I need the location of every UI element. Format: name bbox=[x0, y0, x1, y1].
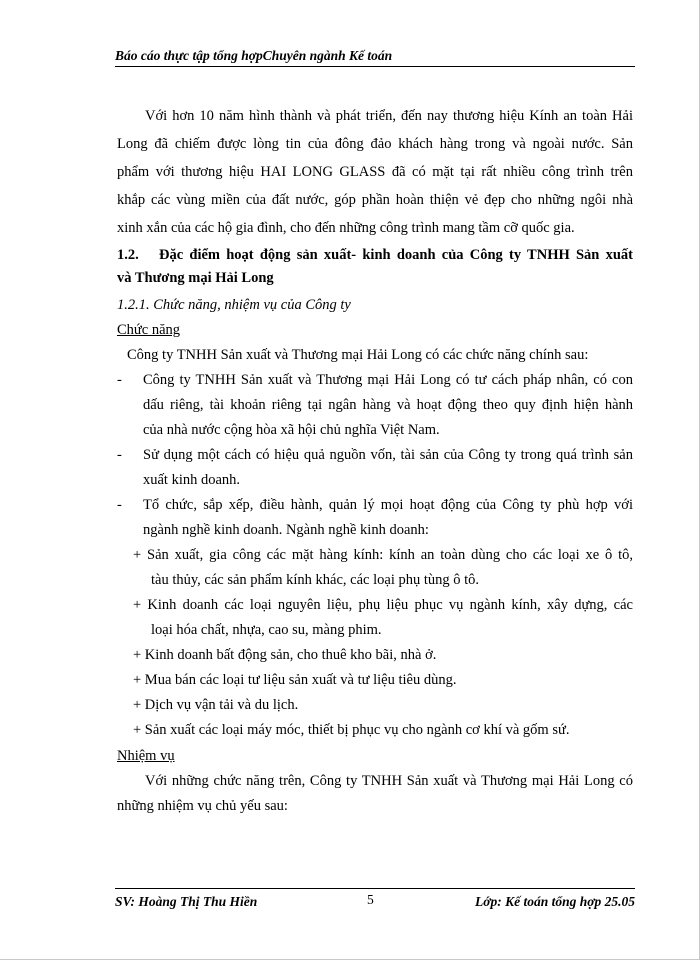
sub-item-line: + Dịch vụ vận tải và du lịch. bbox=[133, 697, 299, 713]
bullet-line: xuất kinh doanh. bbox=[143, 472, 241, 488]
section-title: Đặc điểm hoạt động sản xuất- kinh doanh của Công ty TNHH Sản xuất bbox=[159, 247, 633, 263]
intro-line: Với hơn 10 năm hình thành và phát triển, đến nay thương hiệu Kính an toàn Hải bbox=[145, 108, 633, 124]
bullet-line: Sử dụng một cách có hiệu quả nguồn vốn, tài sản của Công ty trong quá trình sản bbox=[143, 447, 633, 463]
footer-student: SV: Hoàng Thị Thu Hiền bbox=[115, 894, 258, 909]
bullet-line: Tổ chức, sắp xếp, điều hành, quản lý mọi hoạt động của Công ty phù hợp với bbox=[143, 497, 633, 513]
bullet-line: dấu riêng, tài khoản riêng tại ngân hàng và hoạt động theo quy định hiện hành bbox=[143, 397, 633, 413]
page-header bbox=[115, 46, 635, 67]
section-title-cont: và Thương mại Hải Long bbox=[117, 270, 274, 286]
footer-class: Lớp: Kế toán tổng hợp 25.05 bbox=[474, 894, 635, 909]
bullet-line: Công ty TNHH Sản xuất và Thương mại Hải Long có tư cách pháp nhân, có con bbox=[143, 372, 633, 388]
bullet-line: ngành nghề kinh doanh. Ngành nghề kinh doanh: bbox=[143, 522, 429, 538]
nhiem-vu-line: Với những chức năng trên, Công ty TNHH Sản xuất và Thương mại Hải Long có bbox=[145, 773, 633, 789]
bullet-dash: - bbox=[117, 372, 122, 388]
nhiem-vu-line: những nhiệm vụ chủ yếu sau: bbox=[117, 798, 288, 814]
section-number: 1.2. bbox=[117, 247, 139, 263]
bullet-line: của nhà nước cộng hòa xã hội chủ nghĩa Việt Nam. bbox=[143, 422, 440, 438]
nhiem-vu-heading: Nhiệm vụ bbox=[117, 748, 175, 764]
page-footer bbox=[115, 888, 635, 911]
intro-line: Long đã chiếm được lòng tin của đông đảo khách hàng trong và ngoài nước. Sản bbox=[117, 136, 633, 152]
bullet-dash: - bbox=[117, 497, 122, 513]
chuc-nang-heading: Chức năng bbox=[117, 322, 181, 338]
sub-item-line: + Sản xuất các loại máy móc, thiết bị phục vụ cho ngành cơ khí và gốm sứ. bbox=[133, 722, 570, 738]
sub-item-line: + Kinh doanh bất động sản, cho thuê kho bãi, nhà ở. bbox=[133, 647, 437, 663]
chuc-nang-lead: Công ty TNHH Sản xuất và Thương mại Hải Long có các chức năng chính sau: bbox=[127, 347, 589, 363]
footer-page-number: 5 bbox=[367, 892, 374, 907]
sub-item-line: + Kinh doanh các loại nguyên liệu, phụ liệu phục vụ ngành kính, xây dựng, các bbox=[133, 597, 633, 613]
sub-item-line: loại hóa chất, nhựa, cao su, màng phim. bbox=[151, 622, 382, 638]
intro-line: khắp các vùng miền của đất nước, góp phần hoàn thiện vẻ đẹp cho những ngôi nhà bbox=[117, 192, 633, 208]
sub-item-line: tàu thủy, các sản phẩm kính khác, các loại phụ tùng ô tô. bbox=[151, 572, 480, 588]
sub-item-line: + Sản xuất, gia công các mặt hàng kính: kính an toàn dùng cho các loại xe ô tô, bbox=[133, 547, 633, 563]
header-title: Báo cáo thực tập tổng hợpChuyên ngành Kế toán bbox=[115, 48, 393, 63]
sub-item-line: + Mua bán các loại tư liệu sản xuất và tư liệu tiêu dùng. bbox=[133, 672, 457, 688]
intro-line: xinh xắn của các hộ gia đình, cho đến những công trình mang tầm cỡ quốc gia. bbox=[117, 220, 575, 236]
subsection-title: 1.2.1. Chức năng, nhiệm vụ của Công ty bbox=[117, 297, 351, 313]
intro-line: phẩm với thương hiệu HAI LONG GLASS đã có mặt tại rất nhiều công trình trên bbox=[117, 164, 633, 180]
bullet-dash: - bbox=[117, 447, 122, 463]
